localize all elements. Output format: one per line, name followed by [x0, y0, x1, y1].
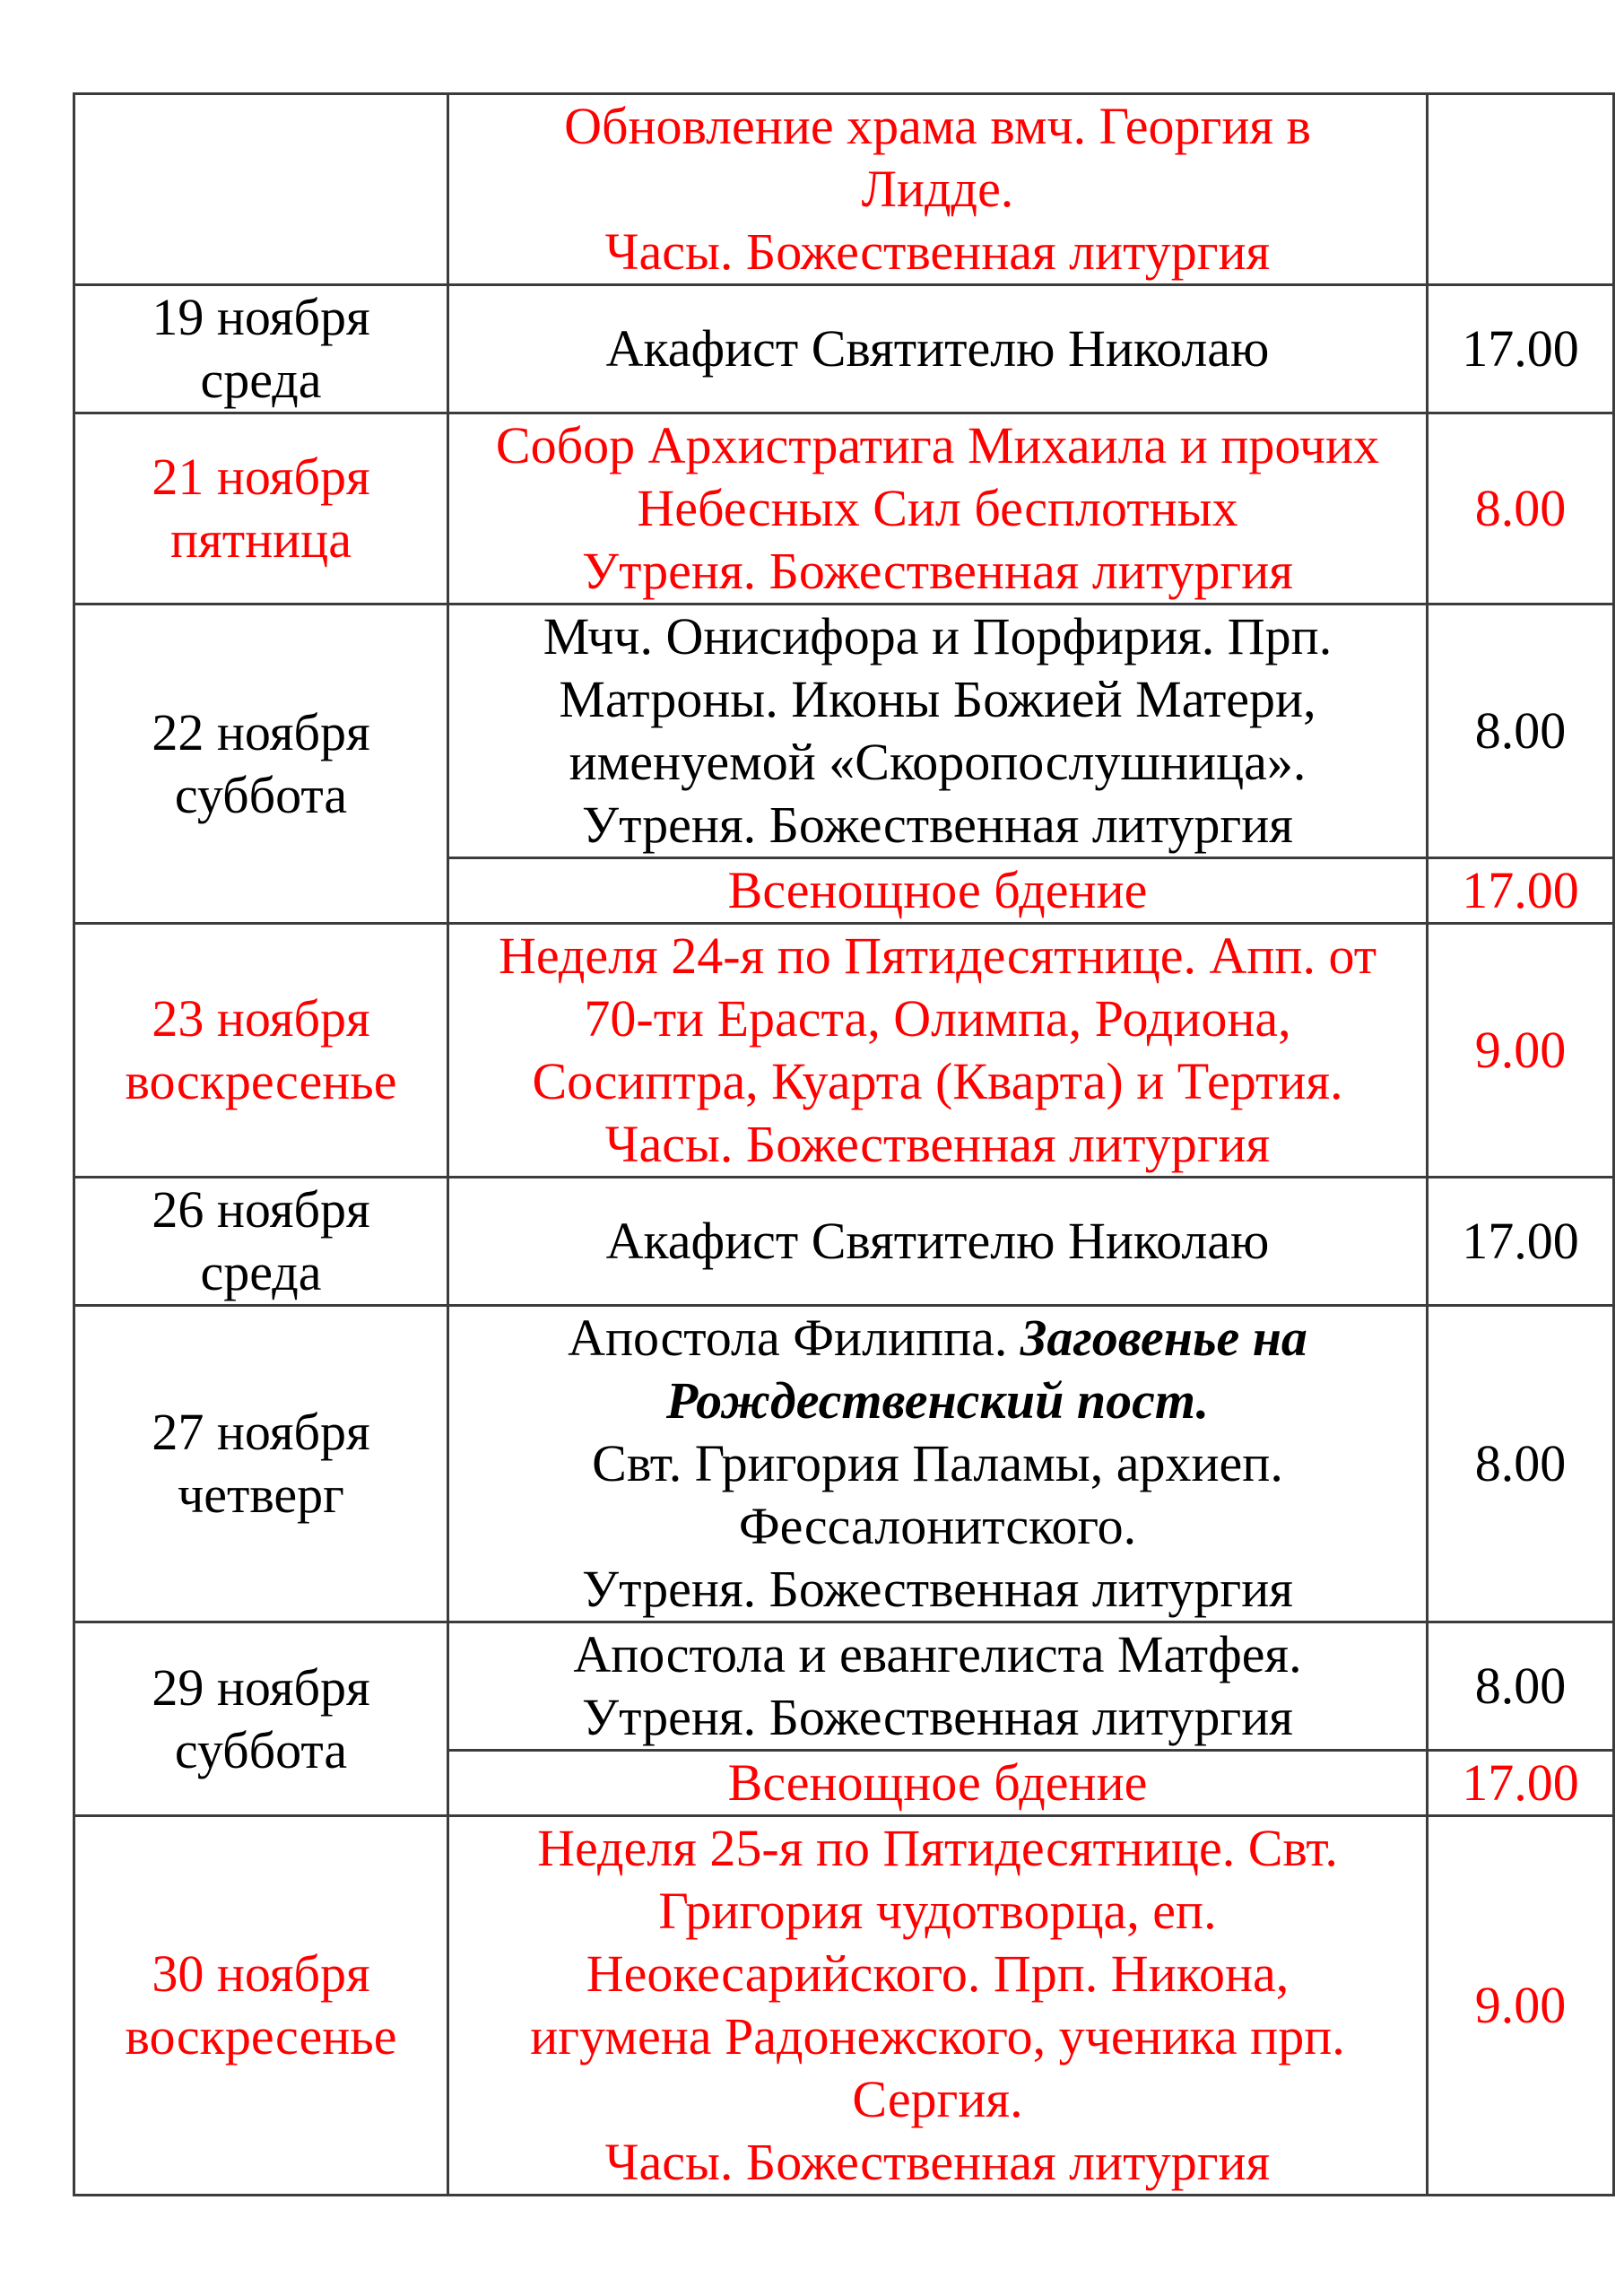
date-line: 21 ноября: [152, 448, 370, 506]
description-cell: [448, 604, 1428, 858]
description-line: Фессалонитского.: [738, 1497, 1137, 1555]
description-cell: [448, 94, 1428, 285]
date-line: суббота: [174, 765, 348, 824]
schedule-table: [73, 92, 1615, 2196]
description-line: Неделя 25-я по Пятидесятнице. Свт.: [537, 1819, 1338, 1877]
time-cell: [1428, 94, 1614, 285]
date-line: 29 ноября: [152, 1657, 370, 1717]
description-cell: [448, 858, 1428, 924]
date-cell: [74, 1622, 448, 1816]
description-line: Матроны. Иконы Божией Матери,: [559, 670, 1316, 728]
time-value: 8.00: [1474, 1657, 1567, 1715]
description-line: Свт. Григория Паламы, архиеп.: [592, 1434, 1283, 1492]
date-line: четверг: [178, 1465, 344, 1524]
table-row: [74, 1622, 1614, 1751]
date-line: 27 ноября: [152, 1403, 370, 1461]
time-cell: [1428, 413, 1614, 604]
table-row: [74, 604, 1614, 858]
description-line: Григория чудотворца, еп.: [658, 1882, 1217, 1940]
date-cell: [74, 94, 448, 285]
description-line: [449, 1307, 1426, 1370]
table-row: [74, 924, 1614, 1178]
time-value: 17.00: [1462, 861, 1579, 919]
description-line: Апостола и евангелиста Матфея.: [573, 1625, 1302, 1683]
table-row: [74, 1178, 1614, 1306]
time-cell: [1428, 604, 1614, 858]
description-line: Сосиптра, Куарта (Кварта) и Тертия.: [532, 1052, 1343, 1110]
date-line: суббота: [174, 1720, 348, 1779]
description-line: Небесных Сил бесплотных: [637, 479, 1238, 537]
time-value: 17.00: [1462, 1212, 1579, 1270]
table-row: [74, 1306, 1614, 1622]
date-cell: [74, 285, 448, 413]
date-cell: [74, 604, 448, 924]
description-segment-bold-italic: Рождественский пост.: [665, 1371, 1210, 1430]
date-line: среда: [200, 351, 322, 409]
description-segment: Апостола Филиппа.: [568, 1309, 1020, 1367]
time-value: 8.00: [1474, 479, 1567, 537]
time-value: 17.00: [1462, 319, 1579, 378]
date-line: пятница: [170, 510, 352, 569]
description-line: Сергия.: [852, 2070, 1023, 2128]
description-line: 70-ти Ераста, Олимпа, Родиона,: [584, 989, 1291, 1048]
description-line: Утреня. Божественная литургия: [582, 796, 1293, 854]
time-cell: [1428, 924, 1614, 1178]
table-row: [74, 285, 1614, 413]
description-line: Собор Архистратига Михаила и прочих: [495, 416, 1380, 474]
time-value: 17.00: [1462, 1753, 1579, 1812]
description-line: Неделя 24-я по Пятидесятнице. Апп. от: [498, 926, 1377, 985]
date-line: среда: [200, 1243, 322, 1301]
description-line: Утреня. Божественная литургия: [582, 542, 1293, 600]
date-line: 19 ноября: [152, 288, 370, 346]
description-segment-bold-italic: Заговенье на: [1020, 1309, 1307, 1367]
description-cell: [448, 285, 1428, 413]
date-cell: [74, 1816, 448, 2196]
time-value: 8.00: [1474, 701, 1567, 760]
description-line: Утреня. Божественная литургия: [582, 1560, 1293, 1618]
table-row: [74, 413, 1614, 604]
description-line: Утреня. Божественная литургия: [582, 1688, 1293, 1746]
description-cell: [448, 1751, 1428, 1816]
date-line: воскресенье: [125, 2007, 397, 2066]
description-line: [449, 1370, 1426, 1432]
date-cell: [74, 1178, 448, 1306]
description-cell: [448, 1816, 1428, 2196]
description-line: Обновление храма вмч. Георгия в: [564, 97, 1311, 155]
time-cell: [1428, 1816, 1614, 2196]
date-cell: [74, 413, 448, 604]
description-cell: [448, 1178, 1428, 1306]
table-row: [74, 1816, 1614, 2196]
table-row: [74, 94, 1614, 285]
description-line: Часы. Божественная литургия: [604, 222, 1271, 281]
time-value: 9.00: [1474, 1976, 1567, 2034]
description-line: Всенощное бдение: [727, 861, 1148, 919]
time-value: 9.00: [1474, 1021, 1567, 1079]
schedule-table-container: [73, 92, 1612, 2196]
description-line: Неокесарийского. Прп. Никона,: [586, 1944, 1290, 2003]
description-line: именуемой «Скоропослушница».: [569, 733, 1307, 791]
time-cell: [1428, 285, 1614, 413]
time-cell: [1428, 1306, 1614, 1622]
date-line: 22 ноября: [152, 702, 370, 761]
date-cell: [74, 1306, 448, 1622]
description-line: Акафист Святителю Николаю: [605, 319, 1270, 378]
date-line: 26 ноября: [152, 1180, 370, 1239]
schedule-table-body: [74, 94, 1614, 2196]
time-cell: [1428, 1178, 1614, 1306]
description-line: Акафист Святителю Николаю: [605, 1212, 1270, 1270]
description-line: игумена Радонежского, ученика прп.: [530, 2007, 1345, 2066]
time-value: 8.00: [1474, 1434, 1567, 1492]
time-cell: [1428, 858, 1614, 924]
date-line: воскресенье: [125, 1052, 397, 1110]
description-line: Всенощное бдение: [727, 1753, 1148, 1812]
description-line: Часы. Божественная литургия: [604, 1115, 1271, 1173]
time-cell: [1428, 1622, 1614, 1751]
time-cell: [1428, 1751, 1614, 1816]
description-cell: [448, 1622, 1428, 1751]
description-cell: [448, 413, 1428, 604]
date-cell: [74, 924, 448, 1178]
date-line: 23 ноября: [152, 989, 370, 1048]
description-cell: [448, 1306, 1428, 1622]
description-cell: [448, 924, 1428, 1178]
description-line: Лидде.: [861, 160, 1014, 218]
description-line: Часы. Божественная литургия: [604, 2133, 1271, 2191]
description-line: Мчч. Онисифора и Порфирия. Прп.: [543, 607, 1333, 665]
date-line: 30 ноября: [152, 1944, 370, 2003]
